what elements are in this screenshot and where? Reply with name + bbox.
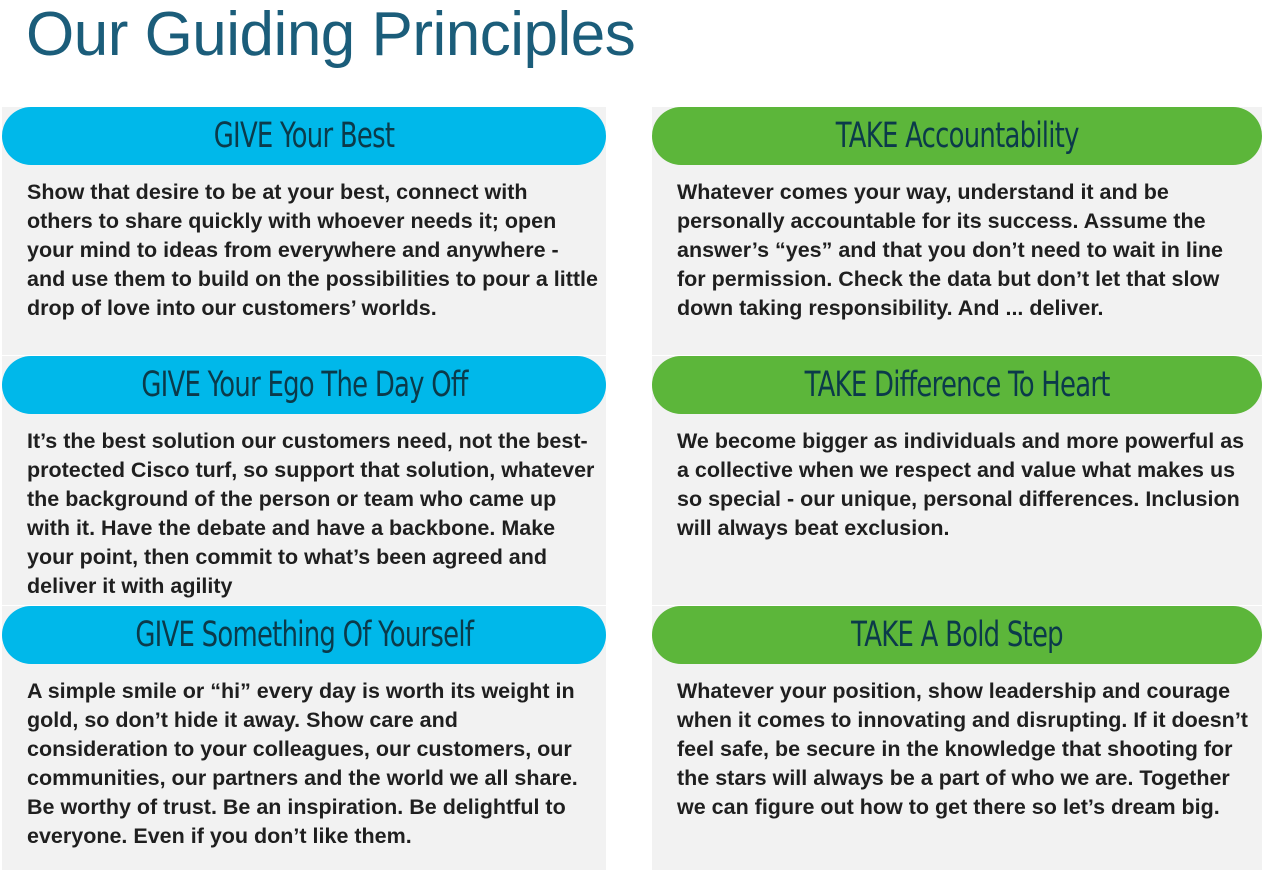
principle-heading: TAKE Difference To Heart <box>804 365 1110 405</box>
principle-header-take-accountability <box>652 107 1262 165</box>
principle-header-give-your-best <box>2 107 606 165</box>
principle-card-give-your-ego-the-day-off <box>2 356 606 605</box>
principle-description: Whatever comes your way, understand it and be personally accountable for its success. Assume the answer’s “yes” and that you don’t need to wait in line for permission. Check the data but don’t let that slow down taking responsibility. And ... deliver. <box>677 180 1223 320</box>
principle-card-take-a-bold-step <box>652 606 1262 870</box>
principle-header-take-difference-to-heart <box>652 356 1262 414</box>
principle-heading: TAKE Accountability <box>835 116 1079 156</box>
principle-description: Show that desire to be at your best, connect with others to share quickly with whoever needs it; open your mind to ideas from everywhere and anywhere - and use them to build on the possibilities to pour a little drop of love into our customers’ worlds. <box>27 180 598 320</box>
principle-heading: GIVE Something Of Yourself <box>135 615 473 655</box>
principle-card-give-your-best <box>2 107 606 355</box>
principle-card-take-accountability <box>652 107 1262 355</box>
principle-description: We become bigger as individuals and more powerful as a collective when we respect and value what makes us so special - our unique, personal differences. Inclusion will always beat exclusion. <box>677 429 1245 540</box>
principle-heading: GIVE Your Ego The Day Off <box>140 365 468 405</box>
page-title: Our Guiding Principles <box>26 0 636 69</box>
principle-header-give-something-of-yourself <box>2 606 606 664</box>
principle-header-give-your-ego-the-day-off <box>2 356 606 414</box>
principle-card-take-difference-to-heart <box>652 356 1262 605</box>
principle-heading: TAKE A Bold Step <box>851 615 1063 655</box>
principle-card-give-something-of-yourself <box>2 606 606 870</box>
principle-heading: GIVE Your Best <box>213 116 395 156</box>
principle-description: Whatever your position, show leadership and courage when it comes to innovating and disrupting. If it doesn’t feel safe, be secure in the knowledge that shooting for the stars will always be a part of who we are. Together we can figure out how to get there so let’s dream big. <box>677 679 1248 819</box>
principle-header-take-a-bold-step <box>652 606 1262 664</box>
principle-description: A simple smile or “hi” every day is worth its weight in gold, so don’t hide it away. Show care and consideration to your colleagues, our customers, our communities, our partners and the world we all share. Be worthy of trust. Be an inspiration. Be delightful to everyone. Even if you don’t like them. <box>27 679 578 848</box>
principle-description: It’s the best solution our customers need, not the best-protected Cisco turf, so support that solution, whatever the background of the person or team who came up with it. Have the debate and have a backbone. Make your point, then commit to what’s been agreed and deliver it with agility <box>27 429 595 598</box>
